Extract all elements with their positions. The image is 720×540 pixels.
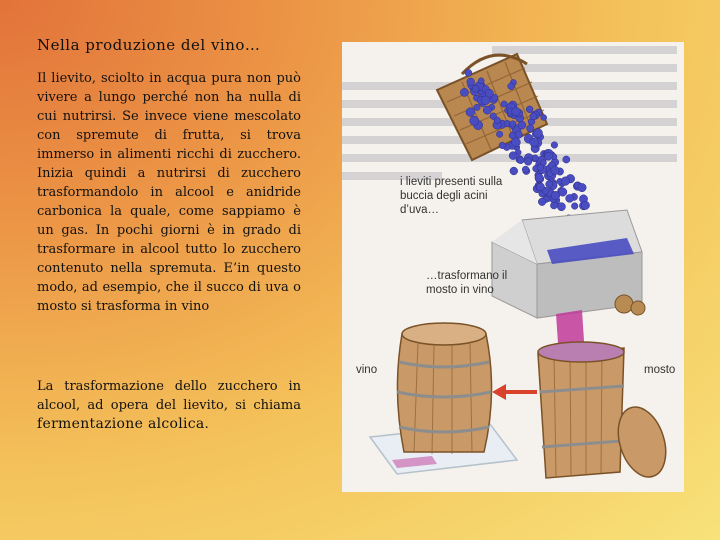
grape (510, 167, 518, 175)
fermentation-paragraph-text: La trasformazione dello zucchero in alcool, ad opera del lievito, si chiama (37, 379, 301, 413)
grape (483, 106, 491, 114)
grape (499, 142, 506, 149)
grape (508, 83, 515, 90)
grape (510, 121, 516, 127)
grape (530, 113, 537, 120)
grape-press (492, 210, 645, 318)
grape (524, 158, 532, 166)
grape (571, 203, 578, 210)
grape (541, 115, 547, 121)
grape (530, 138, 539, 147)
grape (522, 166, 529, 173)
label-transform: …trasformano il mosto in vino (426, 270, 508, 296)
grape (466, 108, 475, 117)
grape (563, 156, 570, 163)
fermentation-term: fermentazione alcolica (37, 416, 205, 432)
grape (578, 183, 586, 191)
grape (551, 142, 558, 149)
grape (470, 116, 479, 125)
grape (561, 177, 570, 186)
grape (474, 104, 480, 110)
grape (566, 194, 574, 202)
fermentation-paragraph (37, 377, 301, 434)
grape (481, 96, 490, 105)
illustration-drawing (342, 42, 684, 492)
grape (551, 166, 559, 174)
grape (501, 101, 507, 107)
grape (509, 152, 517, 160)
grape (546, 181, 553, 188)
intro-paragraph: Il lievito, sciolto in acqua pura non può vivere a lungo perché non ha nulla di cui nutrirsi. Se invece viene mescolato con spremute di frutta, si trova immerso in alimenti ricchi di zucchero. Inizia quindi a nutrirsi di zucchero trasformandolo in alcool e anidride carbonica la quale, come sappiamo è un gas. In pochi giorni è in grado di trasformare in alcool tutto lo zucchero contenuto nella spremuta. E’in questo modo, ad esempio, che il succo di uva o mosto si trasforma in vino (37, 71, 301, 314)
page-title: Nella produzione del vino… (37, 36, 261, 54)
grape (465, 69, 472, 76)
grape (551, 191, 560, 200)
label-wine: vino (356, 364, 378, 376)
grape (478, 78, 484, 84)
grape (515, 131, 522, 138)
grape (527, 125, 534, 132)
grape (517, 157, 524, 164)
grape (537, 183, 545, 191)
label-yeasts: i lieviti presenti sulla buccia degli acini d’uva… (400, 176, 503, 216)
grape (472, 85, 479, 92)
grape (538, 198, 546, 206)
grape (511, 138, 520, 147)
grape (550, 202, 557, 209)
label-must: mosto (644, 364, 676, 376)
transfer-arrow (492, 384, 537, 400)
grape (581, 201, 589, 209)
grape (537, 164, 543, 170)
grape (557, 203, 565, 211)
grape (494, 117, 501, 124)
grape (496, 131, 502, 137)
grape (534, 129, 543, 138)
winemaking-illustration (342, 42, 684, 492)
grape (509, 132, 516, 139)
grape (535, 174, 543, 182)
fermentation-paragraph-end: . (204, 417, 209, 432)
grape (512, 107, 521, 116)
grape (544, 152, 552, 160)
grape (467, 78, 475, 86)
grape (460, 88, 468, 96)
grape (532, 155, 538, 161)
vino-barrel (397, 323, 492, 454)
grape (526, 106, 533, 113)
grape (518, 121, 526, 129)
